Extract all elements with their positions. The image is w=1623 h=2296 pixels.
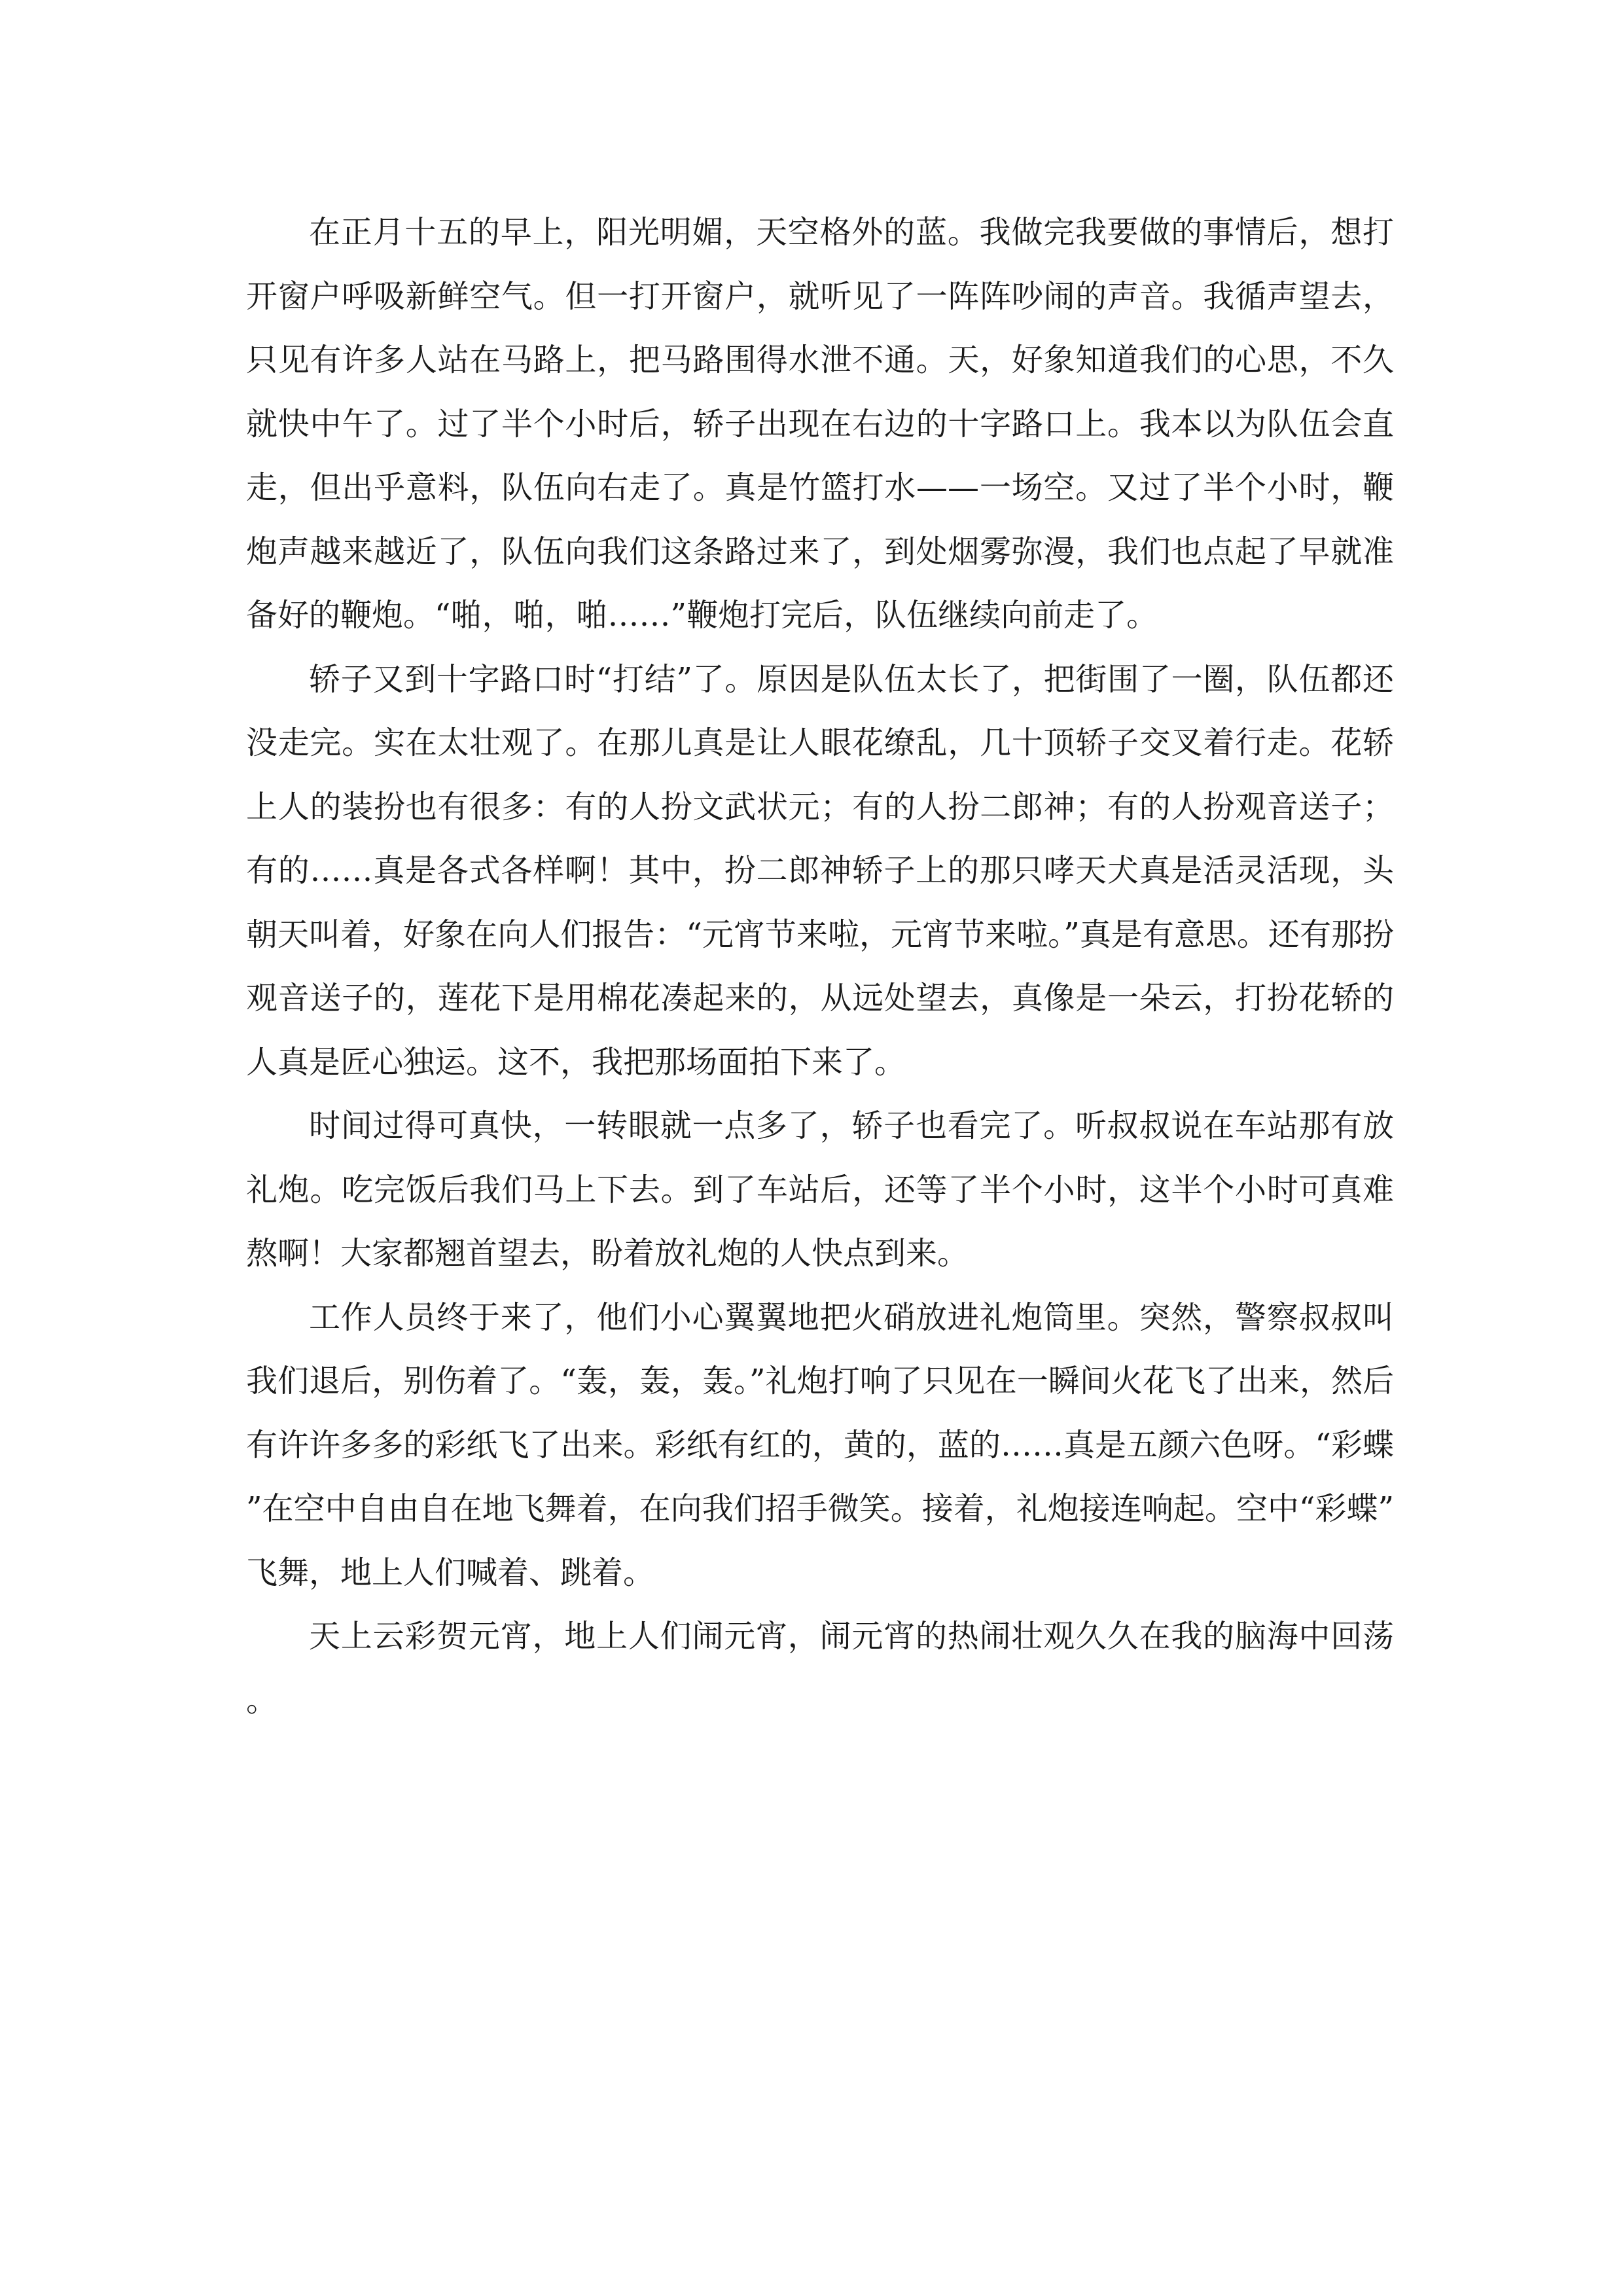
paragraph-1: 在正月十五的早上，阳光明媚，天空格外的蓝。我做完我要做的事情后，想打开窗户呼吸新鲜空气。但一打开窗户，就听见了一阵阵吵闹的声音。我循声望去，只见有许多人站在马路上，把马路围得水泄不通。天，好象知道我们的心思，不久就快中午了。过了半个小时后，轿子出现在右边的十字路口上。我本以为队伍会直走，但出乎意料，队伍向右走了。真是竹篮打水——一场空。又过了半个小时，鞭炮声越来越近了，队伍向我们这条路过来了，到处烟雾弥漫，我们也点起了早就准备好的鞭炮。“啪，啪，啪……”鞭炮打完后，队伍继续向前走了。 [246, 214, 1394, 634]
paragraph-4: 工作人员终于来了，他们小心翼翼地把火硝放进礼炮筒里。突然，警察叔叔叫我们退后，别伤着了。“轰，轰，轰。”礼炮打响了只见在一瞬间火花飞了出来，然后有许许多多的彩纸飞了出来。彩纸有红的，黄的，蓝的……真是五颜六色呀。“彩蝶”在空中自由自在地飞舞着，在向我们招手微笑。接着，礼炮接连响起。空中“彩蝶”飞舞，地上人们喊着、跳着。 [246, 1299, 1394, 1591]
essay-body [246, 201, 1394, 1732]
paragraph-3: 时间过得可真快，一转眼就一点多了，轿子也看完了。听叔叔说在车站那有放礼炮。吃完饭后我们马上下去。到了车站后，还等了半个小时，这半个小时可真难熬啊！大家都翘首望去，盼着放礼炮的人快点到来。 [246, 1107, 1394, 1272]
paragraph-2: 轿子又到十字路口时“打结”了。原因是队伍太长了，把街围了一圈，队伍都还没走完。实在太壮观了。在那儿真是让人眼花缭乱，几十顶轿子交叉着行走。花轿上人的装扮也有很多：有的人扮文武状元；有的人扮二郎神；有的人扮观音送子；有的……真是各式各样啊！其中，扮二郎神轿子上的那只哮天犬真是活灵活现，头朝天叫着，好象在向人们报告：“元宵节来啦，元宵节来啦。”真是有意思。还有那扮观音送子的，莲花下是用棉花凑起来的，从远处望去，真像是一朵云，打扮花轿的人真是匠心独运。这不，我把那场面拍下来了。 [246, 660, 1394, 1081]
paragraph-5: 天上云彩贺元宵，地上人们闹元宵，闹元宵的热闹壮观久久在我的脑海中回荡。 [246, 1618, 1394, 1719]
